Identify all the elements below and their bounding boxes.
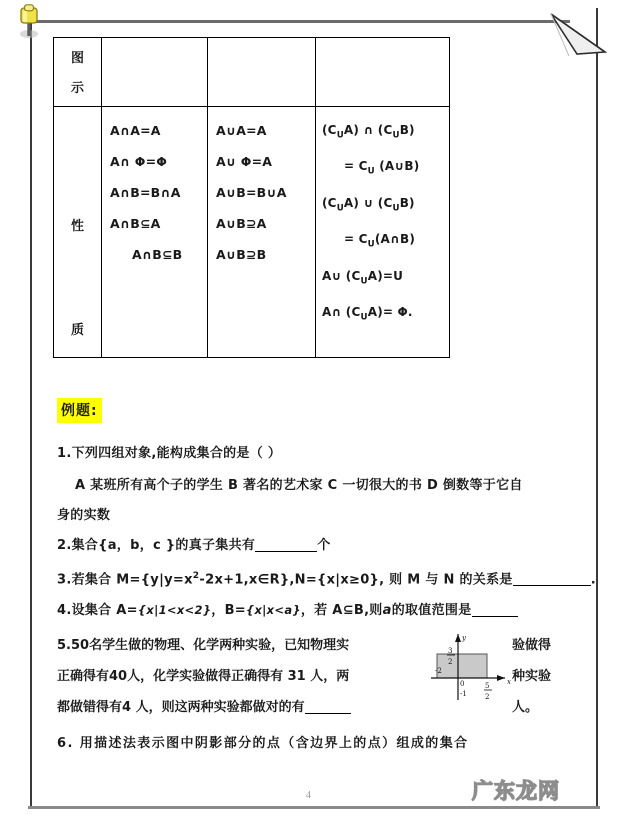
question-5-line-1: 5.50名学生做的物理、化学两种实验，已知物理实 (57, 638, 350, 654)
question-4-blank[interactable] (472, 616, 518, 617)
question-2-before: 2.集合{a，b，c }的真子集共有 (57, 538, 256, 553)
formula-union-3: A∪B=B∪A (216, 185, 287, 200)
pushpin-icon (12, 4, 46, 48)
set-properties-table (53, 37, 450, 358)
question-5-right-1: 验做得 (512, 638, 552, 654)
table-header-row (54, 38, 450, 107)
question-3-exponent: 2 (192, 571, 200, 581)
question-6: 6. 用描述法表示图中阴影部分的点（含边界上的点）组成的集合 (57, 736, 469, 752)
svg-text:2: 2 (448, 658, 453, 667)
formula-complement-6: A∩ $(C_UA)= \Phi$. (322, 304, 413, 323)
formula-complement-2: = $C_U$ (A∪B) (344, 159, 420, 177)
formula-intersection-1: A∩A=A (110, 123, 161, 138)
page-number: 4 (306, 790, 311, 801)
question-4-variable: a (382, 603, 392, 619)
question-4-mid: ，B= (211, 603, 246, 619)
question-1-stem: 1.下列四组对象,能构成集合的是（ ） (57, 446, 282, 461)
question-5-right-3: 人。 (512, 700, 539, 716)
question-1-options-continued: 身的实数 (57, 508, 111, 523)
question-4-set-b: {x|x<a} (245, 603, 301, 618)
question-3-mid: -2x+1,x∈R},N={x|x≥0}, 则 M 与 N 的关系是 (199, 572, 513, 588)
question-5 (57, 630, 577, 723)
formula-union-1: A∪A=A (216, 123, 267, 138)
page-top-rule (30, 20, 570, 23)
question-3-after: . (590, 572, 596, 588)
formula-complement-4: = $C_U(A\cap B)$ (344, 232, 416, 250)
question-4-set-a: {x|1<x<2} (137, 603, 212, 618)
table-body-row (54, 107, 450, 358)
row-label-diagram-char2: 示 (70, 81, 84, 96)
row-label-properties-char2: 质 (70, 323, 84, 338)
formula-union-5: A∪B⊇B (216, 247, 267, 262)
question-2-blank[interactable] (255, 551, 317, 552)
header-cell-complement (316, 38, 450, 107)
svg-text:-2: -2 (435, 667, 442, 676)
svg-text:2: 2 (485, 693, 490, 702)
coordinate-plane-svg (429, 632, 515, 704)
formula-intersection-2: A∩ Φ=Φ (110, 154, 168, 169)
watermark: 广东龙网 (472, 779, 560, 803)
formula-intersection-5: A∩B⊆B (132, 247, 183, 262)
cell-intersection-formulas (102, 107, 208, 358)
formula-intersection-3: A∩B=B∩A (110, 185, 181, 200)
svg-text:x: x (507, 678, 511, 687)
question-3-blank[interactable] (513, 585, 591, 586)
formula-complement-1: $(C_UA)$ ∩ $(C_UB)$ (322, 123, 415, 141)
page-bottom-rule (28, 806, 600, 809)
shaded-region-figure (429, 632, 515, 704)
question-2 (57, 531, 577, 561)
formula-union-4: A∪B⊇A (216, 216, 267, 231)
svg-text:y: y (462, 634, 466, 643)
svg-text:-1: -1 (460, 690, 467, 699)
page-corner-fold-icon (549, 12, 607, 58)
question-5-right-2: 种实验 (512, 669, 552, 685)
question-4-after: 的取值范围是 (391, 603, 472, 619)
svg-text:0: 0 (460, 680, 465, 689)
formula-complement-3: $(C_UA)$ ∪ $(C_UB)$ (322, 195, 415, 214)
row-label-diagram (54, 38, 102, 107)
formula-intersection-4: A∩B⊆A (110, 216, 161, 231)
row-label-properties (54, 107, 102, 358)
cell-complement-formulas (316, 107, 450, 358)
question-3 (57, 561, 596, 595)
row-label-diagram-char1: 图 (70, 51, 84, 66)
question-4-before: 4.设集合 A= (57, 603, 138, 619)
question-1-options: A 某班所有高个子的学生 B 著名的艺术家 C 一切很大的书 D 倒数等于它自 (75, 478, 523, 493)
svg-text:3: 3 (448, 647, 453, 656)
header-cell-union (208, 38, 316, 107)
svg-text:5: 5 (485, 682, 490, 691)
question-2-after: 个 (317, 538, 331, 553)
formula-union-2: A∪ Φ=A (216, 154, 273, 169)
question-5-line-3-text: 都做错得有4 人，则这两种实验都做对的有 (57, 700, 305, 716)
question-5-blank[interactable] (305, 713, 351, 714)
examples-heading: 例题: (57, 398, 102, 423)
question-5-line-2: 正确得有40人，化学实验做得正确得有 31 人，两 (57, 669, 350, 685)
formula-complement-5: A∪ $(C_UA)=U$ (322, 268, 404, 286)
row-label-properties-char1: 性 (70, 219, 84, 234)
question-4 (57, 595, 577, 626)
examples-section (57, 398, 596, 759)
question-3-before: 3.若集合 M={y|y=x (57, 572, 193, 588)
question-4-mid2: ，若 A⊆B,则 (300, 603, 383, 619)
header-cell-intersection (102, 38, 208, 107)
cell-union-formulas (208, 107, 316, 358)
